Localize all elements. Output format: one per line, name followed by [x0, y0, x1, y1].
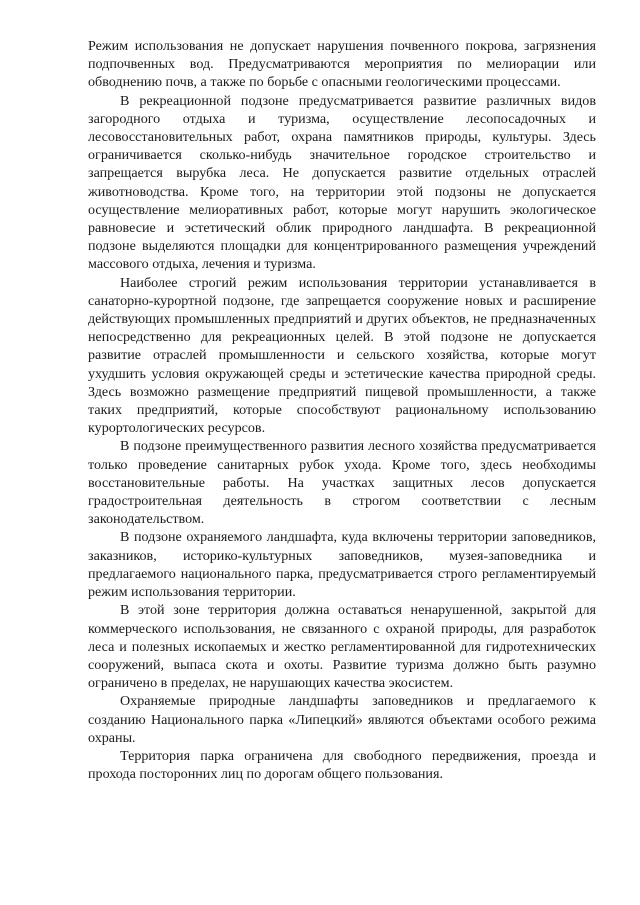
paragraph-park-access: Территория парка ограничена для свободного передвижения, проезда и прохода посторонних лиц по дорогам общего пользования. — [88, 747, 596, 783]
paragraph-zone-restrictions: В этой зоне территория должна оставаться ненарушенной, закрытой для коммерческого использования, не связанного с охраной природы, для разработок леса и полезных ископаемых и жестко регламентированной для гидротехнических сооружений, выпаса скота и охоты. Развитие туризма должно быть разумно ограничено в пределах, не нарушающих качества экосистем. — [88, 602, 596, 692]
paragraph-protected-landscape: В подзоне охраняемого ландшафта, куда включены территории заповедников, заказников, историко-культурных заповедников, музея-заповедника и предлагаемого национального парка, предусматривается строго регламентируемый режим использования территории. — [88, 529, 596, 601]
body-text — [88, 37, 596, 783]
paragraph-lipetsk-park: Охраняемые природные ландшафты заповедников и предлагаемого к созданию Национального парка «Липецкий» являются объектами особого режима охраны. — [88, 693, 596, 746]
paragraph-recreational-subzone: В рекреационной подзоне предусматривается развитие различных видов загородного отдыха и туризма, осуществление лесопосадочных и лесовосстановительных работ, охрана памятников природы, культуры. Здесь ограничивается сколько-нибудь значительное городское строительство и запрещается вырубка леса. Не допускается развитие отдельных отраслей животноводства. Кроме того, на территории этой подзоны не допускается осуществление мелиоративных работ, которые могут нарушить экологическое равновесие и эстетический облик природного ландшафта. В рекреационной подзоне выделяются площадки для концентрированного размещения учреждений массового отдыха, лечения и туризма. — [88, 92, 596, 273]
paragraph-soil-regime: Режим использования не допускает нарушения почвенного покрова, загрязнения подпочвенных вод. Предусматриваются мероприятия по мелиорации или обводнению почв, а также по борьбе с опасными геологическими процессами. — [88, 38, 596, 91]
paragraph-sanatorium-subzone: Наиболее строгий режим использования территории устанавливается в санаторно-курортной подзоне, где запрещается сооружение новых и расширение действующих промышленных предприятий и других объектов, не предназначенных непосредственно для рекреационных целей. В этой подзоне не допускается развитие отраслей промышленности и сельского хозяйства, которые могут ухудшить условия окружающей среды и эстетические качества природной среды. Здесь возможно размещение предприятий пищевой промышленности, а также таких предприятий, которые способствуют рациональному использованию курортологических ресурсов. — [88, 274, 596, 437]
paragraph-forestry-subzone: В подзоне преимущественного развития лесного хозяйства предусматривается только проведение санитарных рубок ухода. Кроме того, здесь необходимы восстановительные работы. На участках защитных лесов допускается градостроительная деятельность в строгом соответствии с лесным законодательством. — [88, 438, 596, 528]
